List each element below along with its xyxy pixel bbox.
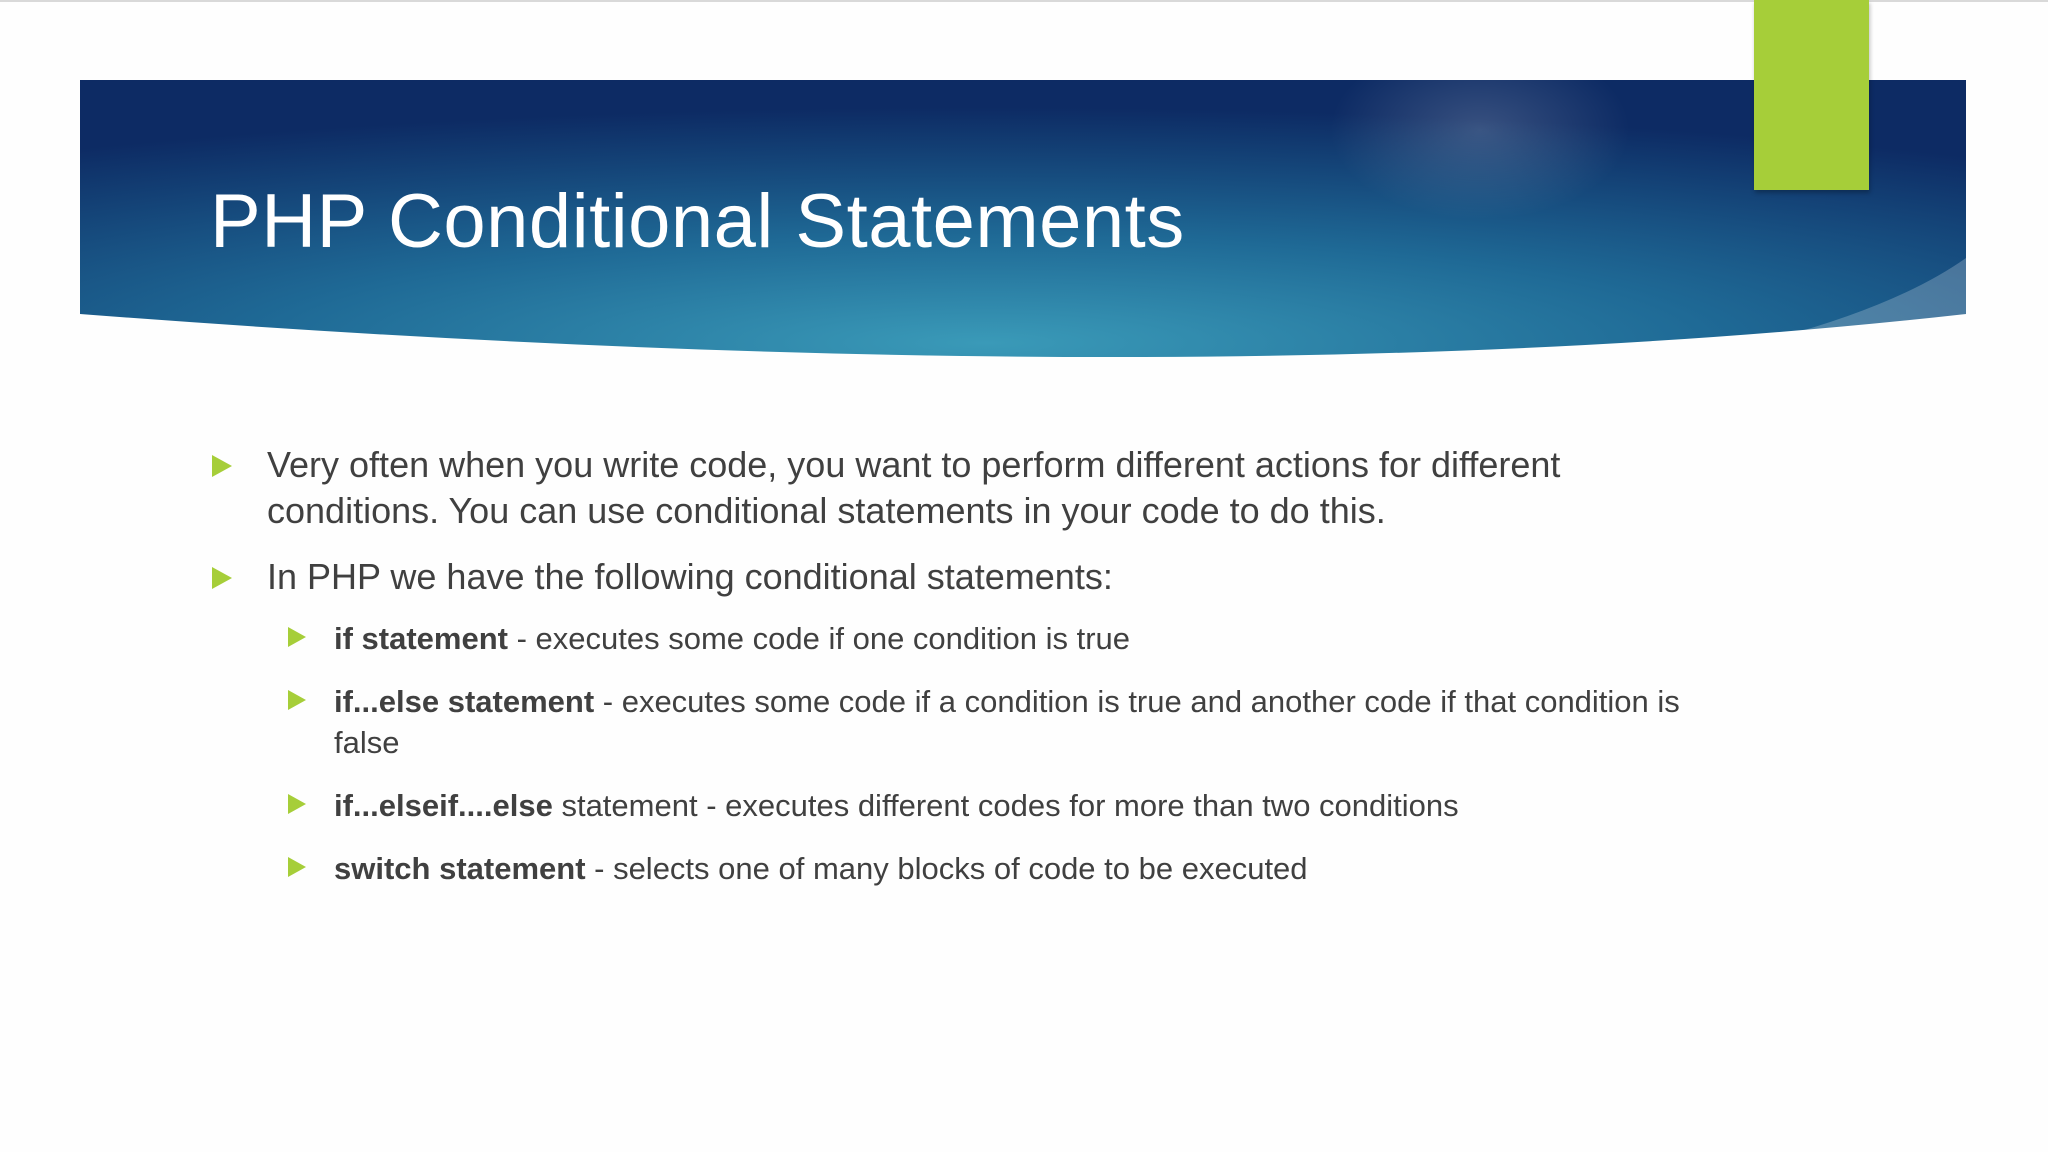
slide-content (210, 442, 1690, 911)
sub-bullet-if-else (210, 681, 1690, 763)
sub-bullet-if (210, 618, 1690, 659)
triangle-bullet-icon (288, 794, 306, 814)
sub-bullet-text: - selects one of many blocks of code to be executed (585, 851, 1308, 886)
sub-bullet-if-elseif-else (210, 785, 1690, 826)
sub-bullet-keyword: switch statement (334, 851, 586, 886)
sub-bullet-keyword: if statement (334, 621, 508, 656)
sub-bullet-keyword: if...elseif....else (334, 788, 553, 823)
sub-bullet-text: - executes some code if a condition is true and another code if that condition is false (334, 684, 1680, 760)
sub-bullet-text: statement - executes different codes for more than two conditions (552, 788, 1459, 823)
slide-title: PHP Conditional Statements (210, 179, 1185, 264)
triangle-bullet-icon (288, 857, 306, 877)
triangle-bullet-icon (212, 455, 232, 477)
sub-bullet-switch (210, 848, 1690, 889)
triangle-bullet-icon (212, 567, 232, 589)
bullet-item-1 (210, 442, 1690, 534)
bullet-text: In PHP we have the following conditional statements: (267, 556, 1113, 597)
sub-bullet-text: - executes some code if one condition is true (507, 621, 1131, 656)
sub-bullet-keyword: if...else statement (334, 684, 595, 719)
triangle-bullet-icon (288, 690, 306, 710)
accent-tab (1754, 0, 1869, 190)
bullet-text: Very often when you write code, you want to perform different actions for different conditions. You can use conditional statements in your code to do this. (267, 444, 1561, 531)
triangle-bullet-icon (288, 627, 306, 647)
bullet-item-2 (210, 554, 1690, 600)
